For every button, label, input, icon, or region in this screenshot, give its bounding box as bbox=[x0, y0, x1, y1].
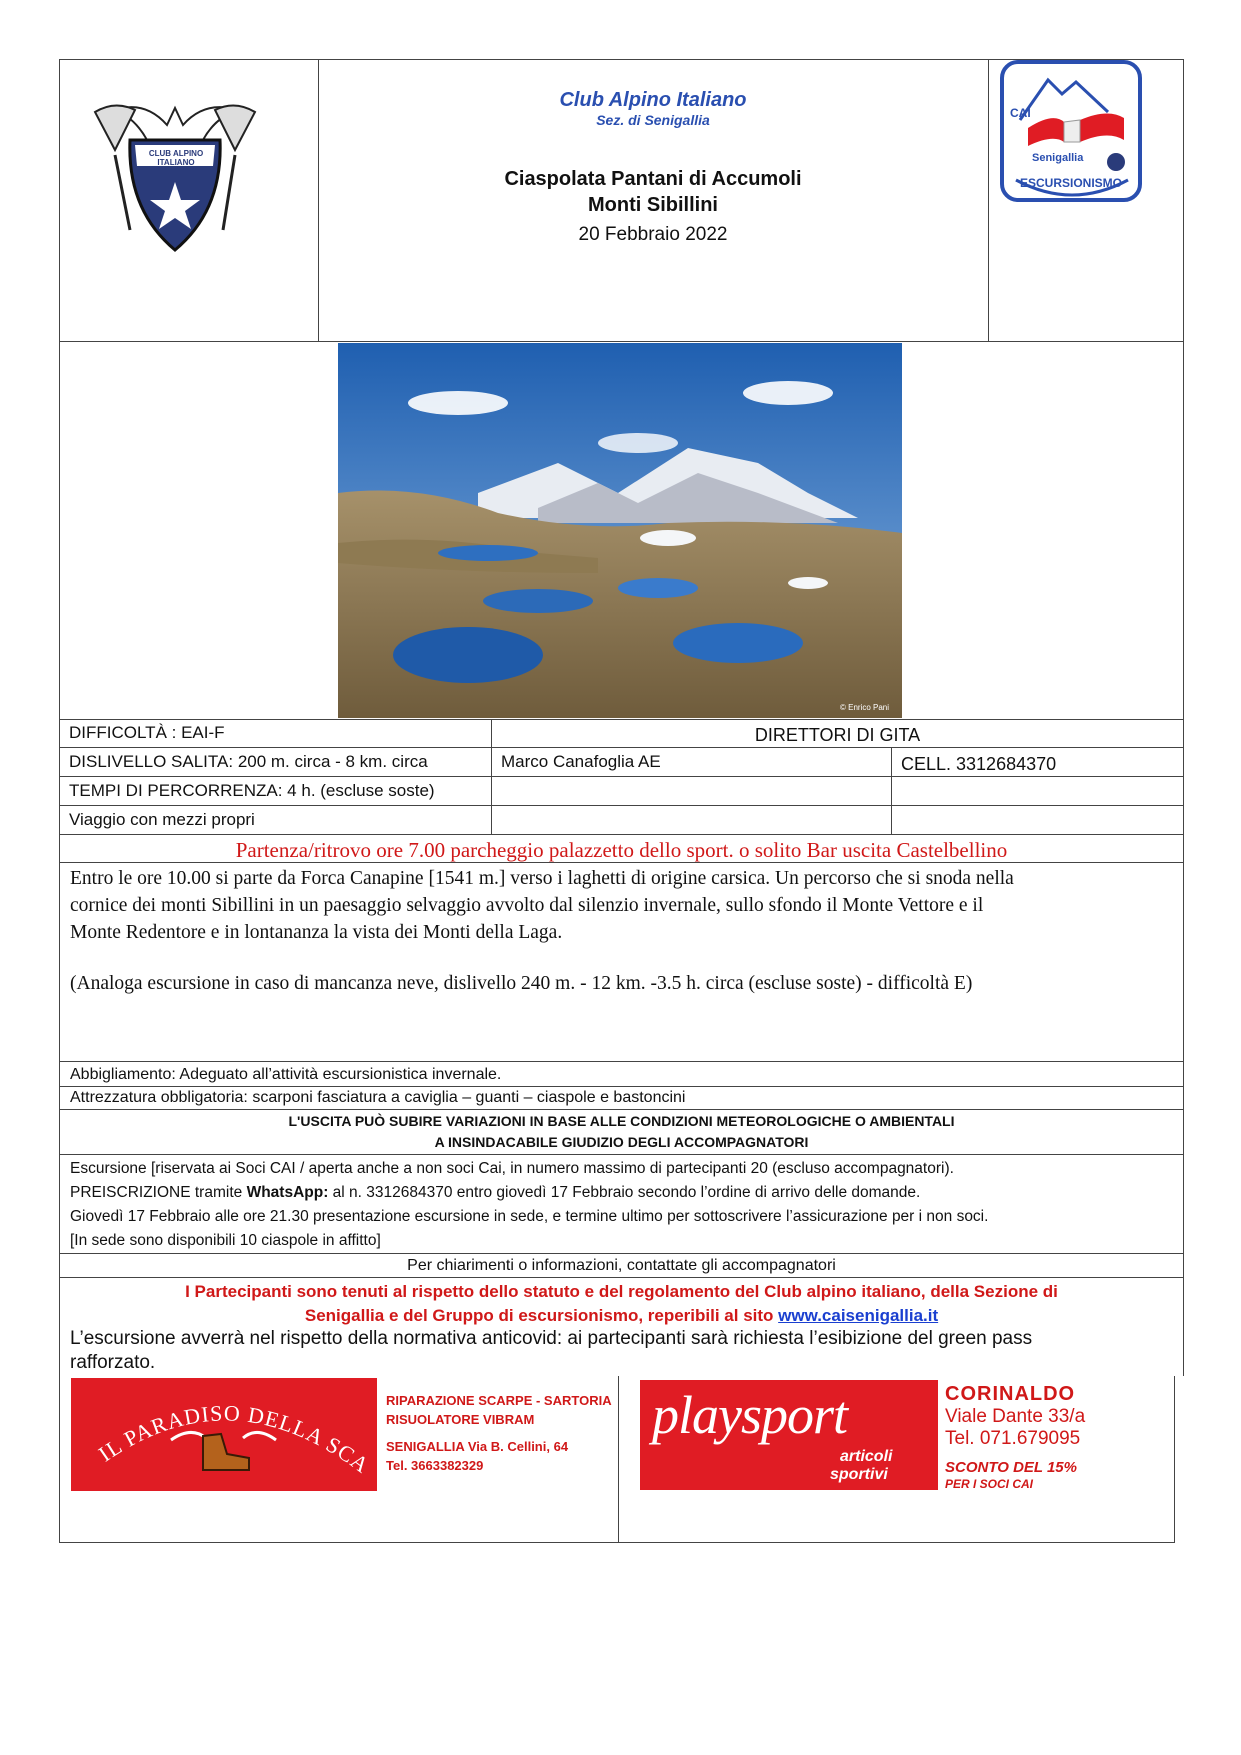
escursionismo-logo bbox=[998, 60, 1146, 205]
prereg-suffix: al n. 3312684370 entro giovedì 17 Febbraio secondo l’ordine di arrivo delle domande. bbox=[328, 1184, 921, 1201]
esc-logo-group: ESCURSIONISMO bbox=[1020, 176, 1123, 190]
registration-line: Escursione [riservata ai Soci CAI / aperta anche a non soci Cai, in numero massimo di partecipanti 20 (escluso accompagnatori). bbox=[70, 1160, 954, 1177]
photo-credit: © Enrico Pani bbox=[840, 703, 890, 712]
contact-note: Per chiarimenti o informazioni, contattate gli accompagnatori bbox=[407, 1257, 836, 1274]
website-link[interactable]: www.caisenigallia.it bbox=[778, 1306, 939, 1325]
playsport-discount: SCONTO DEL 15% bbox=[945, 1459, 1077, 1476]
playsport-discount-note: PER I SOCI CAI bbox=[945, 1477, 1034, 1491]
esc-logo-city: Senigallia bbox=[1032, 152, 1084, 164]
rules-line2 bbox=[59, 1304, 1184, 1328]
registration-line: [In sede sono disponibili 10 ciaspole in affitto] bbox=[70, 1232, 381, 1249]
playsport-tag1: articoli bbox=[840, 1448, 893, 1465]
event-date: 20 Febbraio 2022 bbox=[578, 224, 728, 245]
playsport-tag2: sportivi bbox=[830, 1466, 888, 1483]
cai-logo-text: CLUB ALPINO ITALIANO bbox=[148, 149, 204, 167]
landscape-photo bbox=[338, 343, 902, 718]
directors-header: DIRETTORI DI GITA bbox=[754, 725, 921, 745]
playsport-city: CORINALDO bbox=[945, 1383, 1076, 1405]
director-cell: CELL. 3312684370 bbox=[901, 754, 1057, 774]
rules-line2-text: Senigallia e del Gruppo di escursionismo, reperibili al sito bbox=[304, 1306, 779, 1325]
page-subtitle: Monti Sibillini bbox=[588, 194, 718, 216]
mandatory-equipment: Attrezzatura obbligatoria: scarponi fasciatura a caviglia – guanti – ciaspole e bastoncini bbox=[70, 1089, 686, 1106]
description-line: cornice dei monti Sibillini in un paesaggio selvaggio avvolto dal silenzio invernale, sullo sfondo il Monte Vettore e il bbox=[70, 895, 984, 916]
times-cell: TEMPI DI PERCORRENZA: 4 h. (escluse soste) bbox=[69, 781, 435, 800]
paradiso-logo bbox=[71, 1378, 377, 1491]
description-line: Entro le ore 10.00 si parte da Forca Canapine [1541 m.] verso i laghetti di origine carsica. Un percorso che si snoda nella bbox=[70, 868, 1014, 889]
playsport-address: Viale Dante 33/a bbox=[945, 1406, 1086, 1427]
difficulty-cell: DIFFICOLTÀ : EAI-F bbox=[69, 723, 225, 742]
paradiso-line4: Tel. 3663382329 bbox=[386, 1458, 484, 1473]
elevation-cell: DISLIVELLO SALITA: 200 m. circa - 8 km. circa bbox=[69, 752, 428, 771]
paradiso-line1: RIPARAZIONE SCARPE - SARTORIA bbox=[386, 1393, 612, 1408]
header-divider-right bbox=[988, 59, 989, 342]
paradiso-line2: RISUOLATORE VIBRAM bbox=[386, 1412, 535, 1427]
paradiso-line3: SENIGALLIA Via B. Cellini, 64 bbox=[386, 1439, 569, 1454]
covid-line1: L’escursione avverrà nel rispetto della normativa anticovid: ai partecipanti sarà richiesta l’esibizione del green pass bbox=[70, 1328, 1033, 1349]
sponsor-divider bbox=[618, 1376, 619, 1543]
cai-eagle-logo bbox=[75, 70, 275, 260]
registration-line bbox=[70, 1181, 920, 1205]
covid-line2: rafforzato. bbox=[70, 1352, 156, 1373]
description-line: Monte Redentore e in lontananza la vista dei Monti della Laga. bbox=[70, 922, 563, 943]
warning-line1: L'USCITA PUÒ SUBIRE VARIAZIONI IN BASE ALLE CONDIZIONI METEOROLOGICHE O AMBIENTALI bbox=[288, 1113, 955, 1129]
esc-logo-cai: CAI bbox=[1010, 106, 1031, 120]
departure-line: Partenza/ritrovo ore 7.00 parcheggio palazzetto dello sport. o solito Bar uscita Castelbellino bbox=[235, 838, 1008, 862]
director-name: Marco Canafoglia AE bbox=[501, 752, 661, 771]
paradiso-logo-text: IL PARADISO DELLA SCA bbox=[93, 1400, 375, 1479]
playsport-logo-text: playsport bbox=[652, 1385, 848, 1445]
playsport-logo bbox=[640, 1380, 938, 1490]
prereg-prefix: PREISCRIZIONE tramite bbox=[70, 1184, 247, 1201]
warning-line2: A INSINDACABILE GIUDIZIO DEGLI ACCOMPAGNATORI bbox=[434, 1134, 809, 1150]
clothing-note: Abbigliamento: Adeguato all’attività escursionistica invernale. bbox=[70, 1066, 502, 1083]
rules-line1: I Partecipanti sono tenuti al rispetto dello statuto e del regolamento del Club alpino italiano, della Sezione di bbox=[185, 1282, 1058, 1301]
playsport-phone: Tel. 071.679095 bbox=[945, 1428, 1081, 1449]
org-section: Sez. di Senigallia bbox=[596, 112, 710, 128]
registration-line: Giovedì 17 Febbraio alle ore 21.30 presentazione escursione in sede, e termine ultimo per sottoscrivere l’assicurazione per i non soci. bbox=[70, 1208, 989, 1225]
whatsapp-label: WhatsApp: bbox=[246, 1184, 329, 1201]
alternative-note: (Analoga escursione in caso di mancanza neve, dislivello 240 m. - 12 km. -3.5 h. circa (escluse soste) - difficoltà E) bbox=[70, 973, 973, 994]
org-name: Club Alpino Italiano bbox=[559, 89, 747, 111]
travel-cell: Viaggio con mezzi propri bbox=[69, 810, 255, 829]
page-title: Ciaspolata Pantani di Accumoli bbox=[504, 168, 802, 190]
contact-divider bbox=[59, 1277, 1184, 1278]
